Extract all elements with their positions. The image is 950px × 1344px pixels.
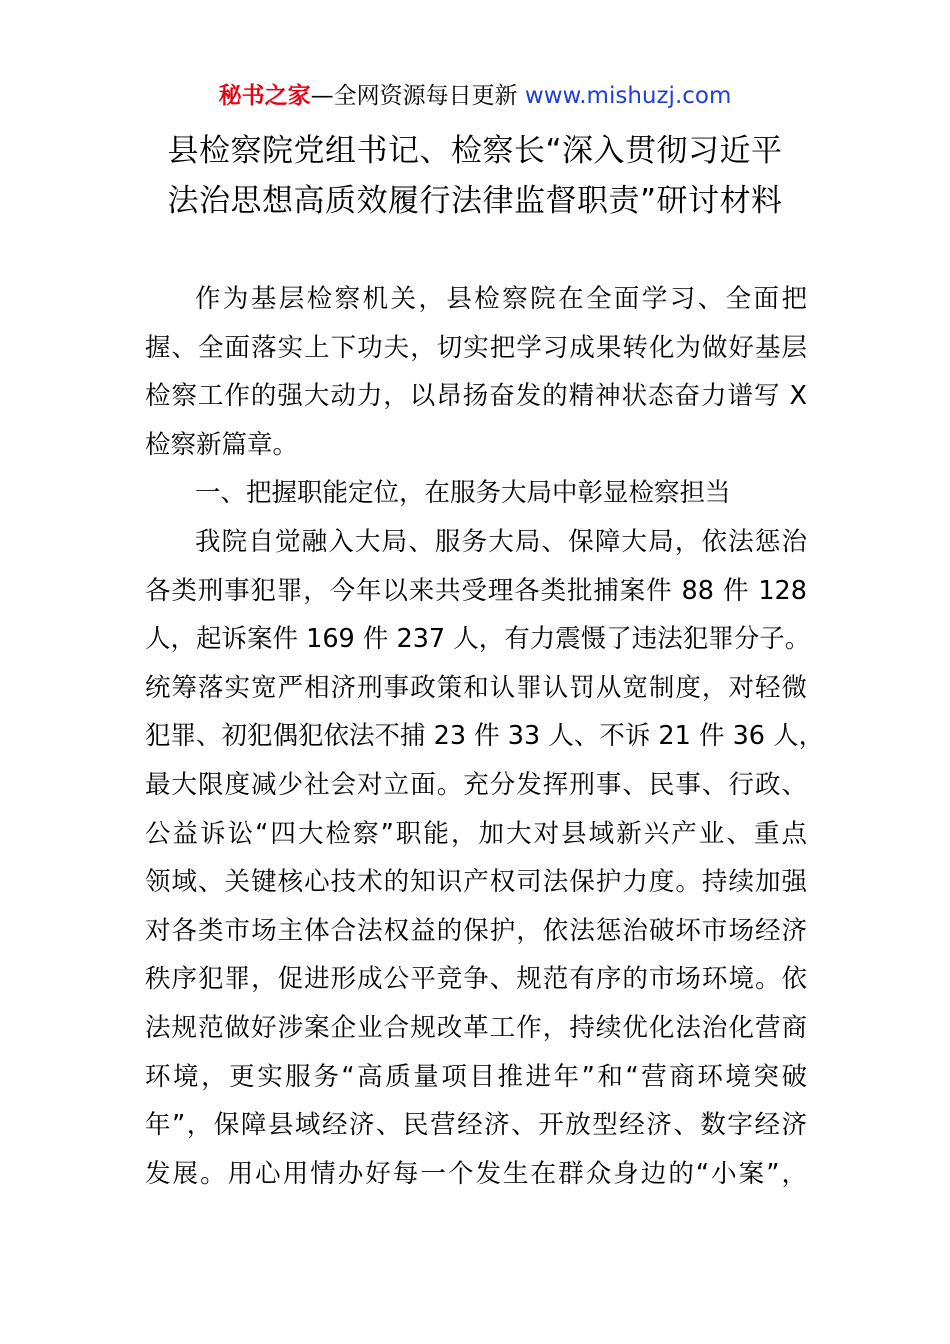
body-line: 发展。用心用情办好每一个发生在群众身边的“小案”， [145,1158,807,1189]
title-line-1: 县检察院党组书记、检察长“深入贯彻习近平 [167,133,783,169]
section-heading: 一、把握职能定位，在服务大局中彰显检察担当 [195,478,731,509]
body-line: 环境，更实服务“高质量项目推进年”和“营商环境突破 [145,1061,807,1092]
body-line: 年”，保障县域经济、民营经济、开放型经济、数字经济 [145,1110,807,1141]
body-line: 领域、关键核心技术的知识产权司法保护力度。持续加强 [145,867,807,898]
body-line: 检察工作的强大动力，以昂扬奋发的精神状态奋力谱写 X [145,381,807,412]
body-line: 公益诉讼“四大检察”职能，加大对县域新兴产业、重点 [145,818,807,849]
site-header [0,80,950,112]
body-line: 握、全面落实上下功夫，切实把学习成果转化为做好基层 [145,332,807,363]
body-line: 我院自觉融入大局、服务大局、保障大局，依法惩治 [195,526,807,557]
site-url-link[interactable]: www.mishuzj.com [524,83,732,109]
body-line: 犯罪、初犯偶犯依法不捕 23 件 33 人、不诉 21 件 36 人， [145,721,825,752]
body-line: 对各类市场主体合法权益的保护，依法惩治破坏市场经济 [145,915,807,946]
body-line: 检察新篇章。 [145,429,299,460]
body-line: 秩序犯罪，促进形成公平竞争、规范有序的市场环境。依 [145,964,807,995]
body-line: 人，起诉案件 169 件 237 人，有力震慑了违法犯罪分子。 [145,624,811,655]
header-tagline: —全网资源每日更新 [310,83,525,109]
body-line: 各类刑事犯罪，今年以来共受理各类批捕案件 88 件 128 [145,575,807,606]
body-line: 法规范做好涉案企业合规改革工作，持续优化法治化营商 [145,1012,807,1043]
title-line-2: 法治思想高质效履行法律监督职责”研讨材料 [167,183,783,219]
body-line: 作为基层检察机关，县检察院在全面学习、全面把 [195,284,807,314]
brand-name: 秘书之家 [218,83,311,109]
body-line: 最大限度减少社会对立面。充分发挥刑事、民事、行政、 [145,769,807,800]
document-title [100,126,850,226]
document-body [145,275,825,1198]
body-line: 统筹落实宽严相济刑事政策和认罪认罚从宽制度，对轻微 [145,672,807,703]
